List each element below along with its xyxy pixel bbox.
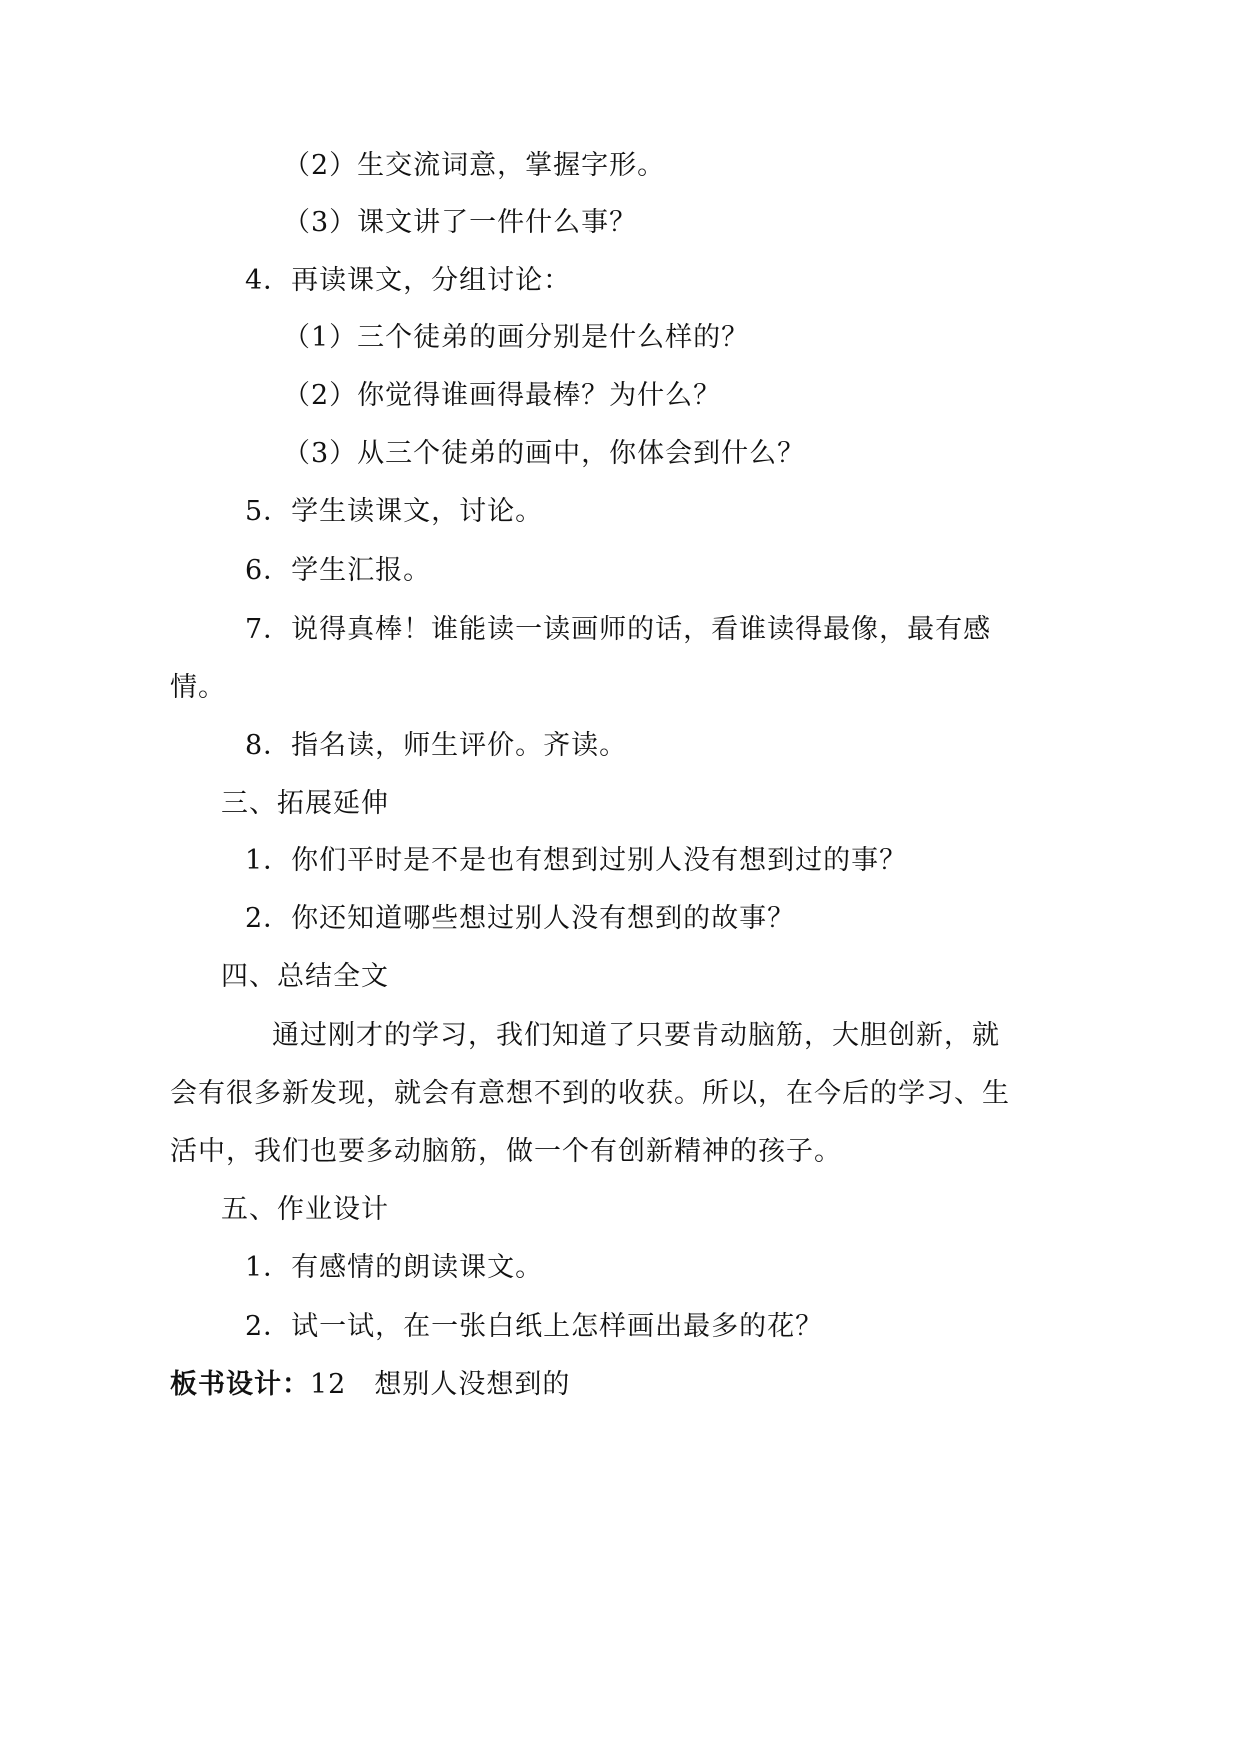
paragraph-line: 2．试一试，在一张白纸上怎样画出最多的花？ bbox=[245, 1311, 824, 1342]
section-heading: 三、拓展延伸 bbox=[221, 788, 389, 819]
paragraph-line: 会有很多新发现，就会有意想不到的收获。所以，在今后的学习、生 bbox=[170, 1078, 1010, 1109]
paragraph-line: 4．再读课文，分组讨论： bbox=[245, 265, 572, 296]
paragraph-line: 情。 bbox=[170, 672, 226, 703]
paragraph-line: 1．有感情的朗读课文。 bbox=[245, 1252, 544, 1283]
paragraph-line: （2）生交流词意，掌握字形。 bbox=[283, 150, 666, 181]
paragraph-line: 活中，我们也要多动脑筋，做一个有创新精神的孩子。 bbox=[170, 1136, 842, 1167]
paragraph-line: （2）你觉得谁画得最棒？为什么？ bbox=[283, 380, 722, 411]
section-heading: 四、总结全文 bbox=[221, 961, 389, 992]
paragraph-line: （3）课文讲了一件什么事？ bbox=[283, 207, 638, 238]
board-design-text: 12 想别人没想到的 bbox=[310, 1369, 571, 1400]
paragraph-line: （1）三个徒弟的画分别是什么样的？ bbox=[283, 322, 750, 353]
paragraph-line: 2．你还知道哪些想过别人没有想到的故事？ bbox=[245, 903, 796, 934]
paragraph-line: 通过刚才的学习，我们知道了只要肯动脑筋，大胆创新，就 bbox=[272, 1020, 1000, 1051]
paragraph-line: 1．你们平时是不是也有想到过别人没有想到过的事？ bbox=[245, 845, 908, 876]
paragraph-line: 6．学生汇报。 bbox=[245, 555, 432, 586]
section-heading: 五、作业设计 bbox=[221, 1194, 389, 1225]
paragraph-line: 8．指名读，师生评价。齐读。 bbox=[245, 730, 628, 761]
board-design-label: 板书设计： bbox=[170, 1369, 310, 1400]
paragraph-line: （3）从三个徒弟的画中，你体会到什么？ bbox=[283, 438, 806, 469]
paragraph-line: 5．学生读课文，讨论。 bbox=[245, 496, 544, 527]
board-design bbox=[170, 1367, 570, 1403]
paragraph-line: 7．说得真棒！谁能读一读画师的话，看谁读得最像，最有感 bbox=[245, 614, 992, 645]
